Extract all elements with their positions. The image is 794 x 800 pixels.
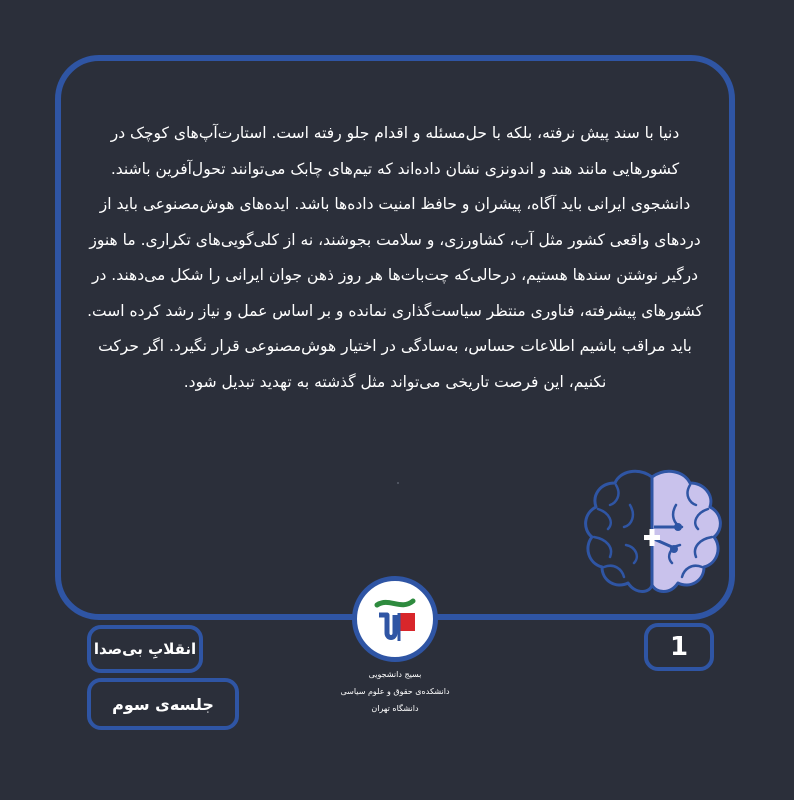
org-line-2: دانشکده‌ی حقوق و علوم سیاسی <box>340 687 450 696</box>
basij-logo <box>352 576 438 662</box>
org-line-1: بسیج دانشجویی <box>368 670 422 679</box>
org-line-3: دانشگاه تهران <box>371 704 419 713</box>
body-text: دنیا با سند پیش نرفته، بلکه با حل‌مسئله و اقدام جلو رفته است. استارت‌آپ‌های کوچک در کشورهایی مانند هند و اندونزی نشان داده‌اند که تیم‌های چابک می‌توانند تحول‌آفرین باشند. دانشجوی ایرانی باید آگاه، پیشران و حافظ امنیت داده‌ها باشد. ایده‌های هوش‌مصنوعی باید از دردهای واقعی کشور مثل آب، کشاورزی، و سلامت بجوشند، نه از کلی‌گویی‌های تکراری. ما هنوز درگیر نوشتن سندها هستیم، درحالی‌که چت‌بات‌ها هر روز ذهن جوان ایرانی را شکل می‌دهند. در کشورهای پیشرفته، فناوری منتظر سیاست‌گذاری نمانده و بر اساس عمل و نیاز رشد کرده است. باید مراقب باشیم اطلاعات حساس، به‌سادگی در اختیار هوش‌مصنوعی قرار نگیرد. اگر حرکت نکنیم، این فرصت تاریخی می‌تواند مثل گذشته به تهدید تبدیل شود. <box>87 124 703 391</box>
page-number: 1 <box>644 623 714 671</box>
decorative-dot <box>397 482 399 484</box>
brain-right-half <box>652 471 720 591</box>
brain-icon <box>580 465 730 610</box>
series-title-badge: انقلابِ بی‌صدا <box>87 625 203 673</box>
session-badge: جلسه‌ی سوم <box>87 678 239 730</box>
